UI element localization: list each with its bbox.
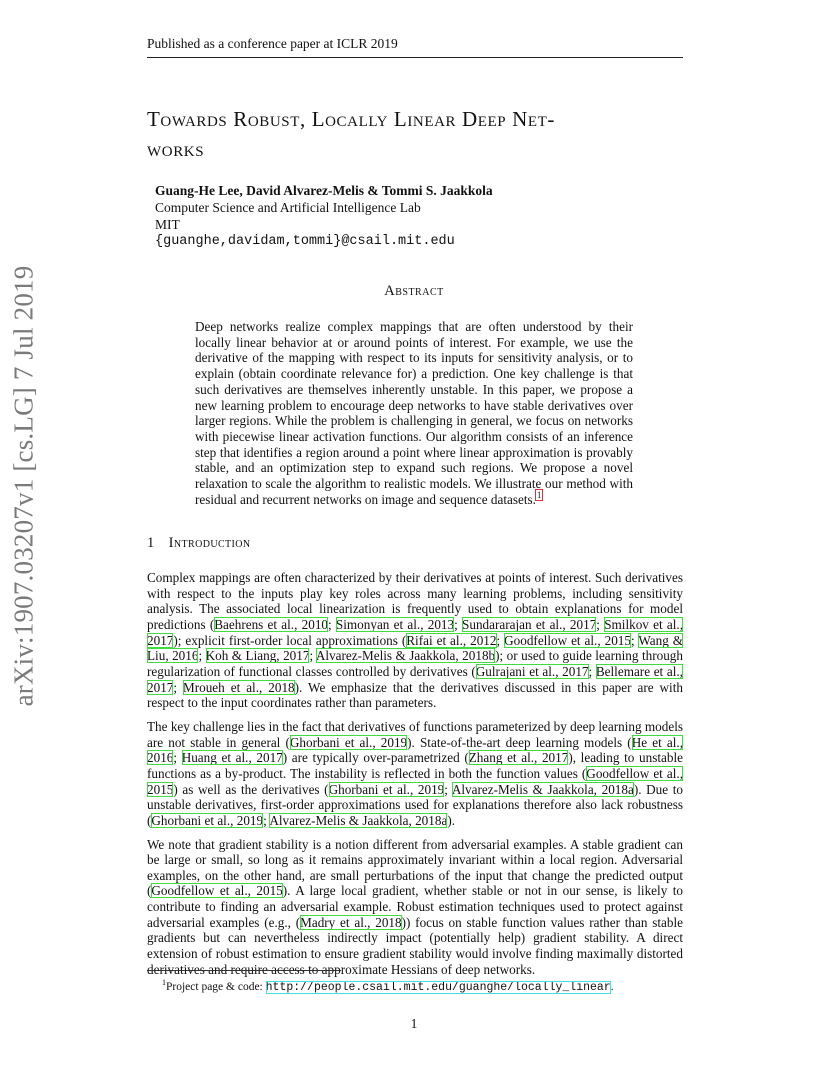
footnote-ref-1[interactable]: 1 (536, 490, 542, 501)
arxiv-stamp: arXiv:1907.03207v1 [cs.LG] 7 Jul 2019 (8, 265, 39, 707)
citation-link[interactable]: Ghorbani et al., 2019 (151, 812, 264, 828)
citation-link[interactable]: Sundararajan et al., 2017 (462, 616, 597, 632)
footnote-1: $^1$Project page & code: http://people.csail.mit.edu/guanghe/locally_linear. (162, 978, 614, 994)
citation-link[interactable]: Wang & Liu, 2016 (147, 632, 684, 664)
author-names: Guang-He Lee, David Alvarez-Melis & Tommi S. Jaakkola (155, 183, 493, 198)
citation-link[interactable]: Alvarez-Melis & Jaakkola, 2018b (315, 648, 496, 664)
paragraph-1: Complex mappings are often characterized by their derivatives at points of interest. Such derivatives with respect to the inputs play key roles across many learning problems, including sensitivity analysis. The associated local linearization is frequently used to obtain explanations for model predictions (Baehrens et al., 2010; Simonyan et al., 2013; Sundararajan et al., 2017; Smilkov et al., 2017); explicit first-order local approximations (Rifai et al., 2012; Goodfellow et al., 2015; Wang & Liu, 2016; Koh & Liang, 2017; Alvarez-Melis & Jaakkola, 2018b); or used to guide learning through regularization of functional classes controlled by derivatives (Gulrajani et al., 2017; Bellemare et al., 2017; Mroueh et al., 2018). We emphasize that the derivatives discussed in this paper are with respect to the input coordinates rather than parameters. (147, 570, 684, 711)
citation-link[interactable]: Rifai et al., 2012 (406, 632, 497, 648)
paragraph-3: We note that gradient stability is a notion different from adversarial examples. A stable gradient can be large or small, so long as it remains approximately invariant within a local region. Adversarial examples, on the other hand, are small perturbations of the input that change the predicted output (Goodfellow et al., 2015). A large local gradient, whether stable or not in our sense, is likely to contribute to finding an adversarial example. Robust estimation techniques used to protect against adversarial examples (e.g., (Madry et al., 2018)) focus on stable function values rather than stable gradients but can nevertheless indirectly impact (potentially help) gradient stability. A direct extension of robust estimation to ensure gradient stability would involve finding maximally distorted derivatives and require access to approximate Hessians of deep networks. (147, 836, 684, 977)
citation-link[interactable]: He et al., 2016 (147, 734, 683, 766)
paper-title (147, 104, 707, 164)
citation-link[interactable]: Simonyan et al., 2013 (335, 616, 455, 632)
citation-link[interactable]: Goodfellow et al., 2015 (504, 632, 631, 648)
affiliation: Computer Science and Artificial Intelligence Lab (155, 200, 421, 215)
running-header: Published as a conference paper at ICLR 2019 (147, 36, 683, 58)
citation-link[interactable]: Zhang et al., 2017 (468, 750, 569, 766)
section-heading-introduction (147, 535, 251, 552)
introduction-body (147, 570, 683, 985)
title-line-2: works (147, 137, 205, 161)
citation-link[interactable]: Alvarez-Melis & Jaakkola, 2018a (451, 781, 634, 797)
citation-link[interactable]: Mroueh et al., 2018 (183, 679, 295, 695)
abstract-heading: Abstract (384, 283, 444, 299)
section-number: 1 (147, 535, 155, 551)
title-line-1: Towards Robust, Locally Linear Deep Net- (147, 107, 555, 131)
footnote-mark: 1 (162, 978, 166, 987)
citation-link[interactable]: Koh & Liang, 2017 (205, 648, 310, 664)
citation-link[interactable]: Goodfellow et al., 2015 (151, 883, 283, 899)
abstract-text: Deep networks realize complex mappings that are often understood by their locally linear behavior at or around points of interest. For example, we use the derivative of the mapping with respect to its inputs for sensitivity analysis, or to explain (obtain coordinate relevance for) a prediction. One key challenge is that such derivatives are themselves inherently unstable. In this paper, we propose a new learning problem to encourage deep networks to have stable derivatives over larger regions. While the problem is challenging in general, we focus on networks with piecewise linear activation functions. Our algorithm consists of an inference step that identifies a region around a point where linear approximation is provably stable, and an optimization step to expand such regions. We propose a novel relaxation to scale the algorithm to realistic models. We illustrate our method with residual and recurrent networks on image and sequence datasets.$^1$ (195, 319, 633, 507)
institution: MIT (155, 217, 180, 232)
citation-link[interactable]: Gulrajani et al., 2017 (475, 663, 589, 679)
citation-link[interactable]: Madry et al., 2018 (300, 914, 402, 930)
citation-link[interactable]: Huang et al., 2017 (181, 750, 283, 766)
citation-link[interactable]: Ghorbani et al., 2019 (328, 781, 445, 797)
section-title: Introduction (168, 535, 251, 551)
citation-link[interactable]: Goodfellow et al., 2015 (147, 765, 683, 797)
footnote-rule (147, 970, 341, 971)
project-url-link[interactable]: http://people.csail.mit.edu/guanghe/locally_linear (265, 980, 611, 994)
citation-link[interactable]: Bellemare et al., 2017 (147, 663, 683, 695)
citation-link[interactable]: Alvarez-Melis & Jaakkola, 2018a (269, 812, 448, 828)
author-block (155, 182, 493, 250)
page-number: 1 (410, 1016, 418, 1031)
paragraph-2: The key challenge lies in the fact that derivatives of functions parameterized by deep learning models are not stable in general (Ghorbani et al., 2019). State-of-the-art deep learning models (He et al., 2016; Huang et al., 2017) are typically over-parametrized (Zhang et al., 2017), leading to unstable functions as a by-product. The instability is reflected in both the function values (Goodfellow et al., 2015) as well as the derivatives (Ghorbani et al., 2019; Alvarez-Melis & Jaakkola, 2018a). Due to unstable derivatives, first-order approximations used for explanations therefore also lack robustness (Ghorbani et al., 2019; Alvarez-Melis & Jaakkola, 2018a). (147, 718, 684, 828)
citation-link[interactable]: Baehrens et al., 2010 (214, 616, 329, 632)
citation-link[interactable]: Ghorbani et al., 2019 (289, 734, 408, 750)
author-emails: {guanghe,davidam,tommi}@csail.mit.edu (155, 234, 455, 249)
citation-link[interactable]: Smilkov et al., 2017 (147, 616, 683, 648)
